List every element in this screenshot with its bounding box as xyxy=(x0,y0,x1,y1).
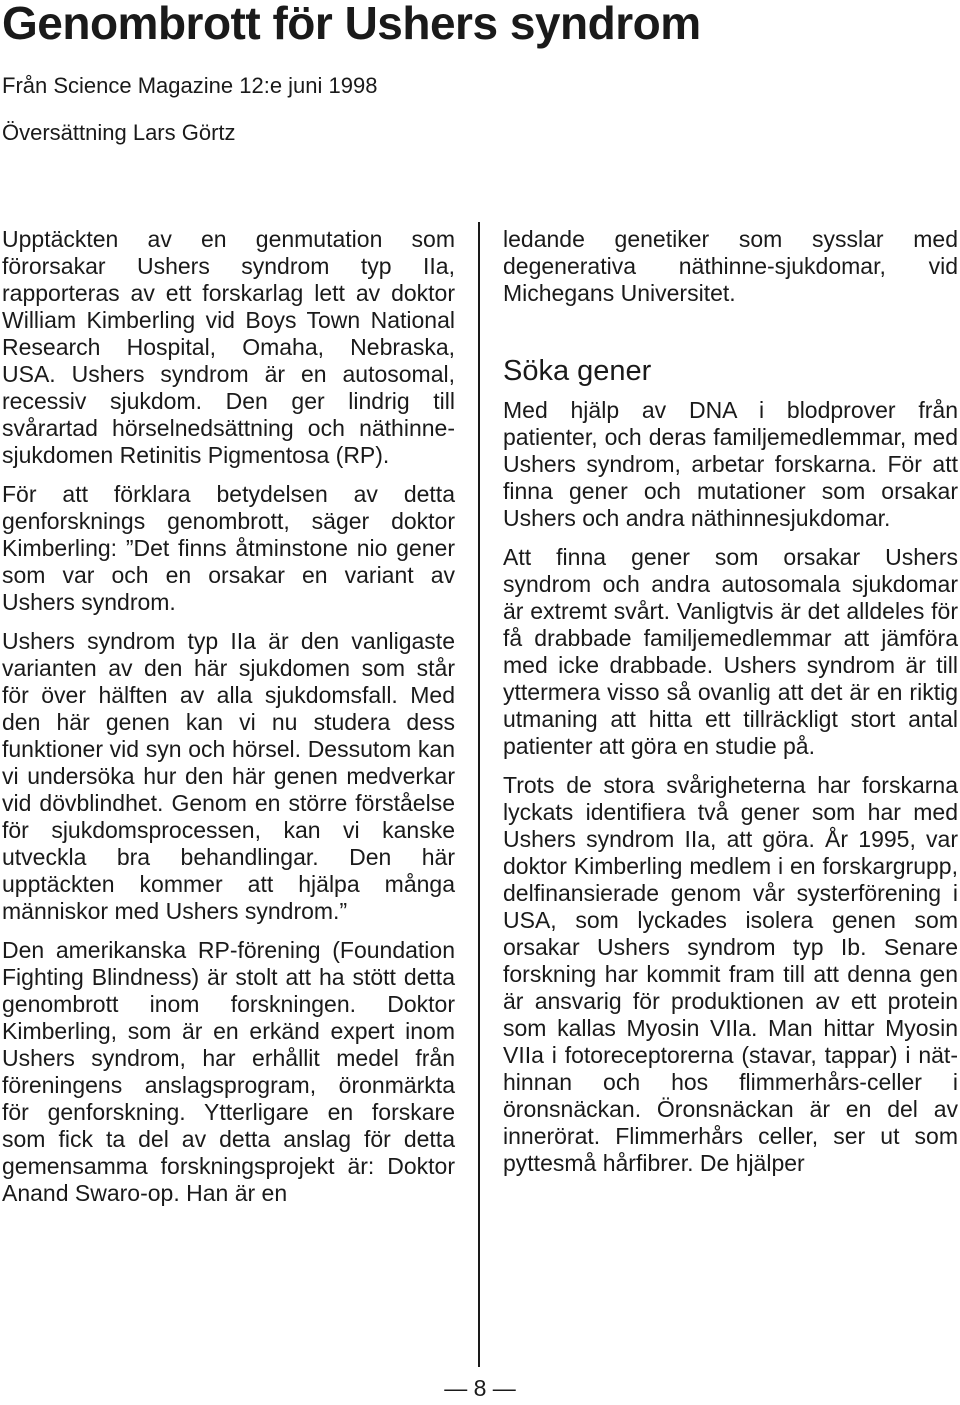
paragraph: Med hjälp av DNA i blodprover från patienter, och deras familjemedlemmar, med Ushers syndrom, arbetar forskarna. För att finna gener och mutationer som orsakar Ushers och andra näthinnesjukdomar. xyxy=(503,397,958,531)
paragraph: Upptäckten av en genmutation som förorsakar Ushers syndrom typ IIa, rapporteras av ett forskarlag lett av doktor William Kimberling vid Boys Town National Research Hospital, Omaha, Nebraska, USA. Ushers syndrom är en autosomal, recessiv sjukdom. Den ger lindrig till svårartad hörselnedsättning och näthinne-sjukdomen Retinitis Pigmentosa (RP). xyxy=(2,226,455,468)
right-column xyxy=(503,226,958,1177)
source-line: Från Science Magazine 12:e juni 1998 xyxy=(2,73,378,98)
paragraph: ledande genetiker som sysslar med degenerativa näthinne-sjukdomar, vid Michegans Universitet. xyxy=(503,226,958,306)
paragraph: För att förklara betydelsen av detta genforsknings genombrott, säger doktor Kimberling: ”Det finns åtminstone nio gener som var och en orsakar en variant av Ushers syndrom. xyxy=(2,481,455,615)
article-title: Genombrott för Ushers syndrom xyxy=(2,0,701,49)
translator-line: Översättning Lars Görtz xyxy=(2,120,236,145)
paragraph: Trots de stora svårigheterna har forskarna lyckats identifiera två gener som har med Ushers syndrom IIa, att göra. År 1995, var doktor Kimberling medlem i en forskargrupp, delfinansierade genom vår systerförening i USA, som lyckades isolera genen som orsakar Ushers syndrom typ Ib. Senare forskning har kommit fram till att denna gen är ansvarig för produktionen av ett protein som kallas Myosin VIIa. Man hittar Myosin VIIa i fotoreceptorerna (stavar, tappar) i näthinnan och hos flimmerhårs-celler i öronsnäckan. Öronsnäckan är en del av innerörat. Flimmerhårs celler, ser ut som pyttesmå hårfibrer. De hjälper xyxy=(503,772,958,1176)
column-divider xyxy=(478,222,480,1367)
paragraph: Den amerikanska RP-förening (Foundation Fighting Blindness) är stolt att ha stött detta genombrott inom forskningen. Doktor Kimberling, som är en erkänd expert inom Ushers syndrom, har erhållit medel från föreningens anslagsprogram, öronmärkta för genforskning. Ytterligare en forskare som fick ta del av detta anslag för detta gemensamma forskningsprojekt är: Doktor Anand Swaro-op. Han är en xyxy=(2,937,455,1206)
paragraph: Att finna gener som orsakar Ushers syndrom och andra autosomala sjukdomar är extremt svårt. Vanligtvis är det alldeles för få drabbade familjemedlemmar att jämföra med icke drabbade. Ushers syndrom är till yttermera visso så ovanlig att det är en riktig utmaning att hitta ett tillräckligt stort antal patienter att göra en studie på. xyxy=(503,544,958,759)
left-column xyxy=(2,226,455,1207)
page-number: — 8 — xyxy=(444,1375,516,1401)
section-heading: Söka gener xyxy=(503,355,652,387)
paragraph: Ushers syndrom typ IIa är den vanligaste varianten av den här sjukdomen som står för över hälften av alla sjukdomsfall. Med den här genen kan vi nu studera dess funktioner vid syn och hörsel. Dessutom kan vi undersöka hur den här genen medverkar vid dövblindhet. Genom en större förståelse för sjukdomsprocessen, kan vi kanske utveckla bra behandlingar. Den här upptäckten kommer att hjälpa många människor med Ushers syndrom.” xyxy=(2,628,455,924)
